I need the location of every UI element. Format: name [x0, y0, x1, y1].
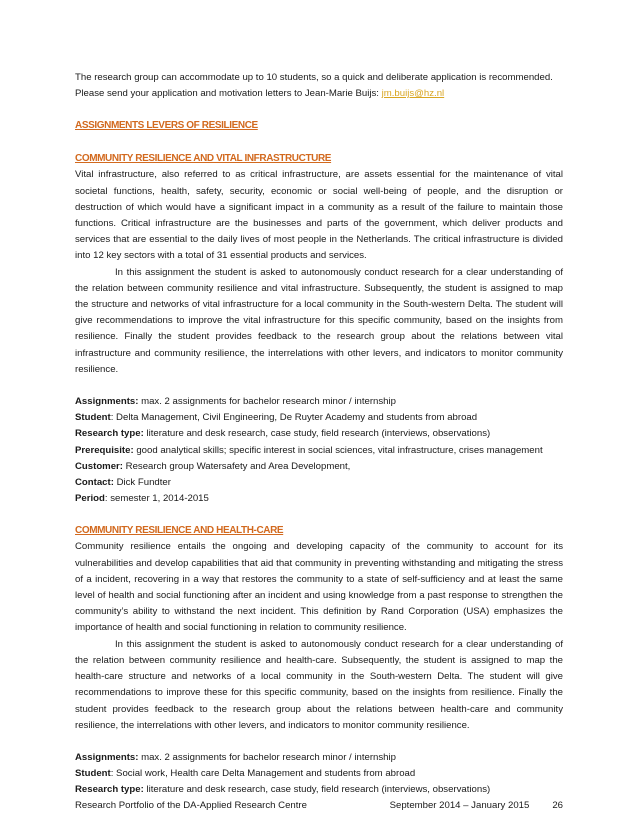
field-value: max. 2 assignments for bachelor research minor / internship — [138, 751, 396, 763]
section2-fields — [75, 750, 563, 799]
field-row — [75, 766, 563, 782]
field-label: Contact: — [75, 477, 114, 489]
field-row — [75, 475, 563, 491]
field-row — [75, 491, 563, 507]
field-label: Period — [75, 493, 105, 505]
page-number: 26 — [552, 800, 563, 811]
page-content — [75, 70, 563, 799]
intro-line-2-text: Please send your application and motivation letters to Jean-Marie Buijs: — [75, 88, 382, 100]
section2-paragraph-2: In this assignment the student is asked to autonomously conduct research for a clear understanding of the relation between community resilience and health-care. Subsequently, the student is assigned to map the health-care structure and networks of a local community in the South-western Delta. The student will give recommendations to improve these for this specific community, based on the insights from resilience. Finally the student provides feedback to the research group about the relations between health-care and community resilience, the interrelations with other levers, and indicators to monitor community resilience. — [75, 638, 563, 731]
field-value: Dick Fundter — [113, 477, 171, 489]
section1-paragraph-2: In this assignment the student is asked to autonomously conduct research for a clear understanding of the relation between community resilience and vital infrastructure. Subsequently, the student is assigned to map the structure and networks of vital infrastructure for a local community in the South-western Delta. The student will give recommendations to improve the vital infrastructure for this specific community, based on the insights from resilience. Finally the student provides feedback to the research group about the relations between vital infrastructure and community resilience, the interrelations with other levers, and indicators to monitor community resilience. — [75, 266, 563, 375]
field-row — [75, 410, 563, 426]
field-label: Prerequisite: — [75, 444, 134, 456]
field-value: : semester 1, 2014-2015 — [104, 493, 209, 505]
field-value: literature and desk research, case study, field research (interviews, observations) — [143, 784, 491, 796]
field-label: Research type: — [75, 784, 144, 796]
field-value: Research group Watersafety and Area Development, — [122, 460, 351, 472]
field-label: Assignments: — [75, 751, 139, 763]
page-footer — [75, 800, 563, 812]
intro-line-2 — [75, 86, 563, 102]
footer-date: September 2014 – January 2015 — [389, 800, 530, 811]
intro-line-1: The research group can accommodate up to 10 students, so a quick and deliberate application is recommended. — [75, 72, 553, 83]
section2-paragraph-1: Community resilience entails the ongoing and developing capacity of the community to account for its vulnerabilities and develop capabilities that aid that community in preventing withstanding and mitigating the stress of a incident, recovering in a way that restores the community to a state of self-sufficiency and at least the same level of health and social functioning after an incident and using knowledge from a past response to strengthen the community’s ability to withstand the next incident. This definition by Rand Corporation (USA) emphasizes the importance of health and social functioning in relation to community resilience. — [75, 541, 563, 634]
field-row — [75, 459, 563, 475]
field-label: Assignments: — [75, 396, 139, 408]
field-row — [75, 782, 563, 798]
field-label: Student — [75, 412, 111, 424]
email-link[interactable]: jm.buijs@hz.nl — [381, 88, 445, 100]
field-value: : Delta Management, Civil Engineering, De Ruyter Academy and students from abroad — [110, 412, 478, 424]
field-value: literature and desk research, case study, field research (interviews, observations) — [143, 428, 491, 440]
field-label: Customer: — [75, 460, 123, 472]
field-value: : Social work, Health care Delta Management and students from abroad — [110, 768, 416, 780]
field-row — [75, 394, 563, 410]
section-heading: ASSIGNMENTS LEVERS OF RESILIENCE — [75, 120, 258, 132]
section1-fields — [75, 394, 563, 507]
field-row — [75, 443, 563, 459]
section2-heading: COMMUNITY RESILIENCE AND HEALTH-CARE — [75, 525, 284, 537]
field-row — [75, 426, 563, 442]
section1-heading: COMMUNITY RESILIENCE AND VITAL INFRASTRUCTURE — [75, 153, 332, 165]
section1-paragraph-1: Vital infrastructure, also referred to as critical infrastructure, are assets essential for the maintenance of vital societal functions, health, safety, security, economic or social well-being of people, and the disruption or destruction of which would have a significant impact in a community as a result of the failure to maintain those functions. Critical infrastructure are the businesses and parts of the government, which deliver products and services that are essential to the daily lives of most people in the Netherlands. The critical infrastructure is divided into 12 key sectors with a total of 31 essential products and services. — [75, 169, 563, 262]
footer-title: Research Portfolio of the DA-Applied Research Centre — [75, 800, 307, 811]
field-label: Student — [75, 768, 111, 780]
field-label: Research type: — [75, 428, 144, 440]
field-value: good analytical skills; specific interest in social sciences, vital infrastructure, crises management — [133, 444, 543, 456]
field-row — [75, 750, 563, 766]
field-value: max. 2 assignments for bachelor research minor / internship — [138, 396, 396, 408]
